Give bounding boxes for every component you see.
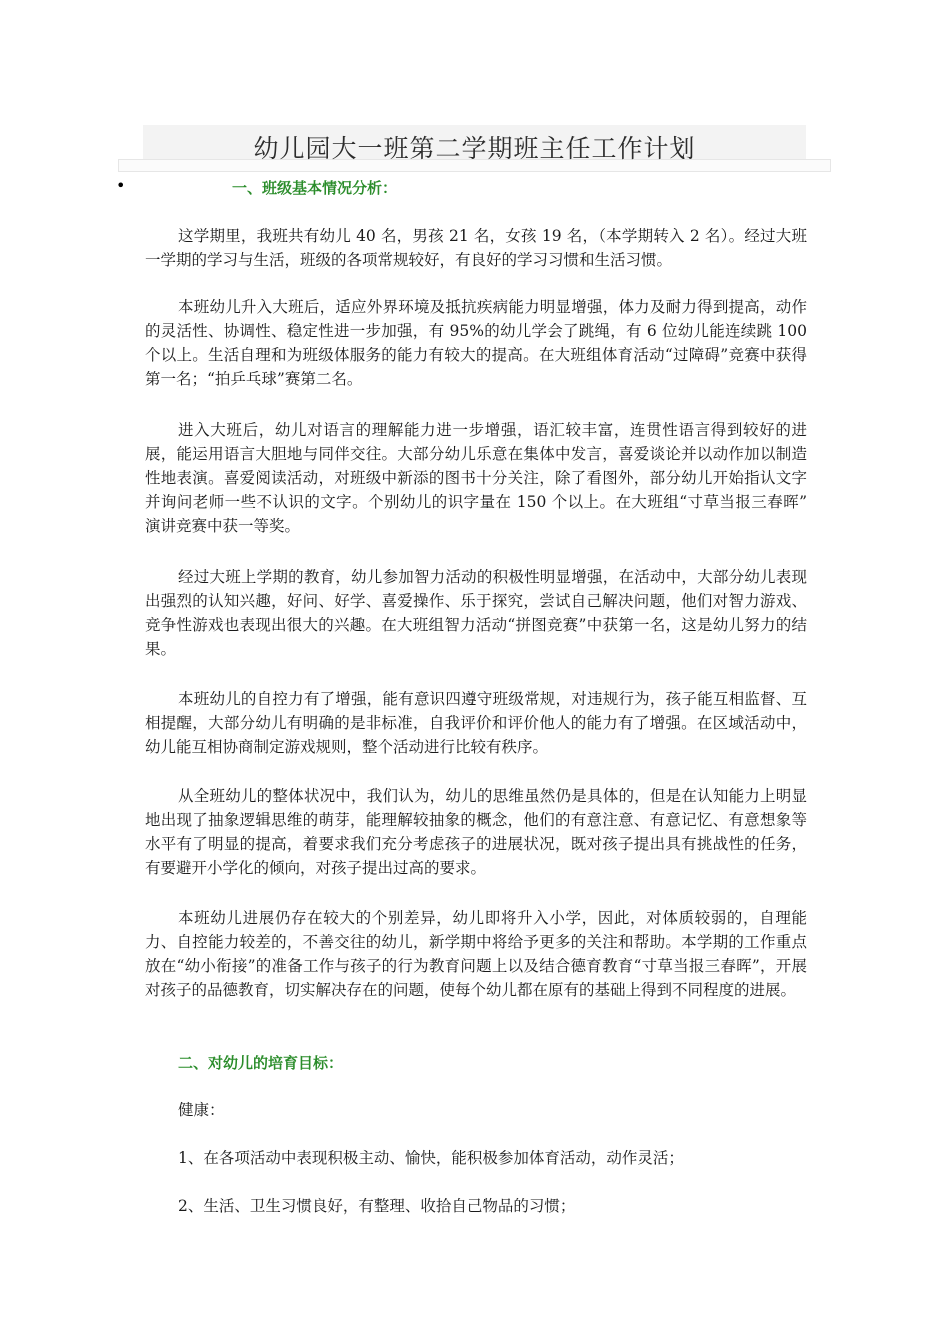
paragraph-class-overview: 这学期里，我班共有幼儿 40 名，男孩 21 名，女孩 19 名，（本学期转入 2 名）。经过大班一学期的学习与生活，班级的各项常规较好，有良好的学习习惯和生活习惯。	[145, 227, 807, 269]
section-heading-class-analysis: 一、班级基本情况分析：	[232, 179, 398, 197]
health-label: 健康：	[178, 1101, 225, 1119]
paragraph-self-control: 本班幼儿的自控力有了增强，能有意识四遵守班级常规，对违规行为，孩子能互相监督、互相提醒，大部分幼儿有明确的是非标准，自我评价和评价他人的能力有了增强。在区域活动中，幼儿能互相协商制定游戏规则，整个活动进行比较有秩序。	[145, 690, 807, 756]
document-title: 幼儿园大一班第二学期班主任工作计划	[253, 134, 696, 163]
section-heading-training-goals: 二、对幼儿的培育目标：	[178, 1054, 344, 1072]
paragraph-intellectual-activities: 经过大班上学期的教育，幼儿参加智力活动的积极性明显增强，在活动中，大部分幼儿表现出强烈的认知兴趣，好问、好学、喜爱操作、乐于探究，尝试自己解决问题，他们对智力游戏、竞争性游戏也表现出很大的兴趣。在大班组智力活动“拼图竞赛”中获第一名，这是幼儿努力的结果。	[145, 568, 807, 658]
goal-item: 1、在各项活动中表现积极主动、愉快，能积极参加体育活动，动作灵活；	[178, 1149, 684, 1167]
paragraph-thinking-ability: 从全班幼儿的整体状况中，我们认为，幼儿的思维虽然仍是具体的，但是在认知能力上明显地出现了抽象逻辑思维的萌芽，能理解较抽象的概念，他们的有意注意、有意记忆、有意想象等水平有了明显的提高，着要求我们充分考虑孩子的进展状况，既对孩子提出具有挑战性的任务，有要避开小学化的倾向，对孩子提出过高的要求。	[145, 787, 807, 877]
paragraph-physical-development: 本班幼儿升入大班后，适应外界环境及抵抗疾病能力明显增强，体力及耐力得到提高，动作的灵活性、协调性、稳定性进一步加强，有 95%的幼儿学会了跳绳，有 6 位幼儿能连续跳 100 个以上。生活自理和为班级体服务的能力有较大的提高。在大班组体育活动“过障碍”竞赛中获得第一名；“拍乒乓球”赛第二名。	[145, 298, 807, 388]
list-bullet: •	[116, 176, 126, 195]
goal-item: 2、生活、卫生习惯良好，有整理、收拾自己物品的习惯；	[178, 1197, 576, 1215]
paragraph-language-development: 进入大班后，幼儿对语言的理解能力进一步增强，语汇较丰富，连贯性语言得到较好的进展，能运用语言大胆地与同伴交往。大部分幼儿乐意在集体中发言，喜爱谈论并以动作加以制造性地表演。喜爱阅读活动，对班级中新添的图书十分关注，除了看图外，部分幼儿开始指认文字并询问老师一些不认识的文字。个别幼儿的识字量在 150 个以上。在大班组“寸草当报三春晖” 演讲竞赛中获一等奖。	[145, 421, 807, 535]
paragraph-individual-differences: 本班幼儿进展仍存在较大的个别差异，幼儿即将升入小学，因此，对体质较弱的，自理能力、自控能力较差的，不善交往的幼儿，新学期中将给予更多的关注和帮助。本学期的工作重点放在“幼小衔接”的准备工作与孩子的行为教育问题上以及结合德育教育“寸草当报三春晖”，开展对孩子的品德教育，切实解决存在的问题，使每个幼儿都在原有的基础上得到不同程度的进展。	[145, 909, 807, 999]
